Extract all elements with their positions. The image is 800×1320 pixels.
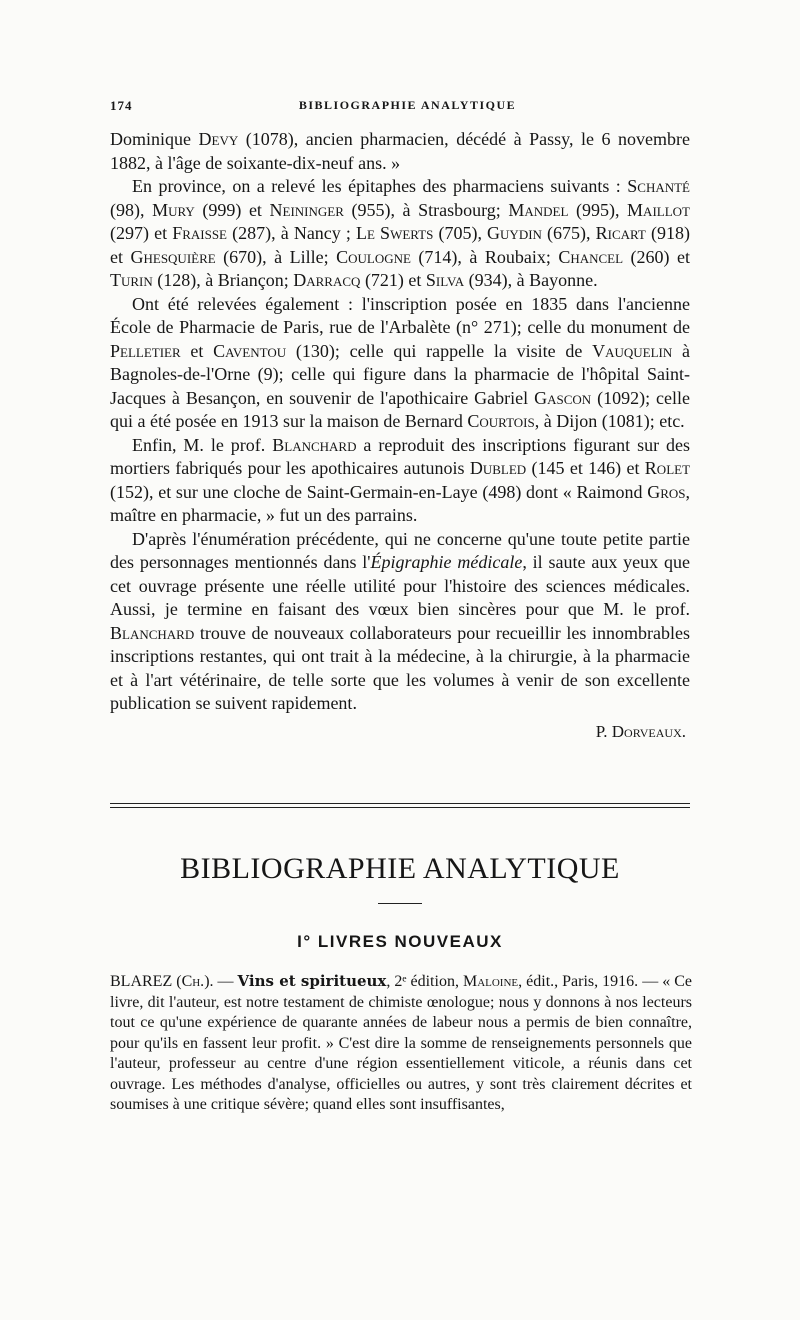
person-name: Vauquelin	[592, 340, 673, 361]
text-run: (721) et	[360, 270, 426, 290]
person-name: Le Swerts	[356, 223, 434, 243]
text-run: (130); celle qui rappelle la visite de	[286, 340, 593, 361]
person-name: Turin	[110, 270, 153, 290]
text-run: a reproduit des inscriptions figurant sur des mortiers fabriqués pour les apothicaires autunois	[110, 434, 690, 478]
person-name: Ghesquière	[130, 246, 216, 267]
text-run: Dominique	[110, 129, 199, 149]
text-run: En province, on a relevé les épitaphes des pharmaciens suivants :	[132, 176, 628, 196]
person-name: Gros	[647, 481, 686, 502]
text-run: (995),	[568, 199, 628, 220]
signature	[110, 720, 690, 744]
running-head	[110, 98, 705, 120]
italic-title: Épigraphie médicale	[370, 552, 523, 572]
signature-name: Dorveaux.	[611, 721, 686, 741]
person-name: Dubled	[469, 458, 527, 478]
review-entry	[110, 971, 692, 1116]
text-run: à Bagnoles-de-l'Orne (9); celle qui figure dans la pharmacie de l'hôpital Saint-Jacques à Besançon, en souvenir de l'apothicaire Gabriel	[110, 340, 690, 408]
text-run: (955), à Strasbourg;	[343, 199, 509, 220]
text-run: (934), à Bayonne.	[464, 270, 598, 290]
text-run: ). —	[204, 973, 238, 990]
text-run: (1078), ancien pharmacien, décédé à Passy, le 6 novembre 1882, à l'âge de soixante-dix-neuf ans. »	[110, 129, 690, 173]
short-divider	[378, 903, 422, 904]
person-name: Rolet	[644, 458, 691, 478]
text-run: , il saute aux yeux que cet ouvrage présente une réelle utilité pour l'histoire des sciences médicales. Aussi, je termine en faisant des vœux bien sincères pour que M. le prof.	[110, 552, 690, 619]
person-name: Darracq	[293, 270, 361, 290]
text-run: , 2ᵉ édition,	[386, 973, 463, 990]
text-run: D'après l'énumération précédente, qui ne concerne qu'une toute petite partie des personnages mentionnés dans l'	[110, 528, 690, 572]
text-run: (287), à Nancy ;	[227, 223, 357, 243]
text-run: (128), à Briançon;	[152, 270, 294, 290]
rule-top	[110, 803, 690, 804]
person-name: Courtois	[467, 411, 535, 431]
person-name: Blanchard	[110, 622, 195, 643]
text-run: (98),	[110, 199, 153, 220]
paragraph-5	[110, 528, 690, 716]
text-run: Enfin, M. le prof.	[132, 434, 273, 455]
person-name: Pelletier	[110, 340, 181, 361]
person-name: Coulogne	[336, 246, 411, 267]
article-body	[110, 128, 690, 743]
person-name: Gascon	[534, 387, 592, 408]
person-name: Silva	[425, 270, 465, 290]
paragraph-2	[110, 175, 690, 293]
text-run: (918) et	[110, 223, 690, 267]
person-name: Guydin	[487, 223, 542, 243]
text-run: , édit., Paris, 1916. — « Ce livre, dit l'auteur, est notre testament de chimiste œnologue; nous y donnons à nos lecteurs tout ce qu'une expérience de quarante années de labeur nous a permis de bien connaître, pour qu'ils en fassent leur profit. » C'est dire la somme de renseignements personnels que l'auteur, professeur au centre d'une région essentiellement viticole, a réunis dans cet ouvrage. Les méthodes d'analyse, officielles ou autres, y sont très clairement décrites et soumises à une critique sévère; quand elles sont insuffisantes,	[110, 973, 692, 1113]
person-name: Devy	[198, 129, 239, 149]
text-run: , maître en pharmacie, » fut un des parrains.	[110, 481, 690, 525]
double-rule	[110, 803, 690, 808]
text-run: (670), à Lille;	[215, 246, 337, 267]
person-name: Chancel	[558, 246, 624, 267]
person-name: Maillot	[627, 199, 690, 220]
person-name: Blanchard	[272, 434, 357, 455]
text-run: trouve de nouveaux collaborateurs pour recueillir les innombrables inscriptions restantes, qui ont trait à la médecine, à la chirurgie, à la pharmacie et à l'art vétérinaire, de telle sorte que les volumes à venir de son excellente publication se suivent rapidement.	[110, 622, 690, 713]
page-number: 174	[110, 98, 133, 113]
text-run: (145 et 146) et	[526, 458, 645, 478]
text-run: (999) et	[194, 199, 270, 220]
text-run: BLAREZ (	[110, 973, 182, 990]
person-name: Ch.	[181, 973, 205, 990]
person-name: Mandel	[508, 199, 569, 220]
paragraph-3	[110, 293, 690, 434]
text-run: (260) et	[623, 246, 690, 267]
text-run: Ont été relevées également : l'inscription posée en 1835 dans l'ancienne École de Pharmacie de Paris, rue de l'Arbalète (n° 271); celle du monument de	[110, 293, 690, 337]
rule-bottom	[110, 807, 690, 808]
text-run: (1092); celle qui a été posée en 1913 sur la maison de Bernard	[110, 387, 690, 431]
section-title: BIBLIOGRAPHIE ANALYTIQUE	[180, 852, 620, 885]
text-run: (675),	[541, 223, 596, 243]
person-name: Neininger	[269, 199, 344, 220]
text-run: et	[180, 340, 214, 361]
person-name: Mury	[152, 199, 195, 220]
person-name: Fraisse	[172, 223, 228, 243]
person-name: Caventou	[213, 340, 287, 361]
text-run: (297) et	[110, 223, 173, 243]
book-title: Vins et spiritueux	[237, 972, 387, 990]
text-run: (714), à Roubaix;	[410, 246, 559, 267]
person-name: Schanté	[627, 176, 690, 196]
paragraph-4	[110, 434, 690, 528]
text-run: (705),	[433, 223, 488, 243]
person-name: Ricart	[595, 223, 646, 243]
signature-initial: P.	[595, 721, 612, 741]
paragraph-1	[110, 128, 690, 175]
person-name: Maloine	[462, 973, 519, 990]
text-run: (152), et sur une cloche de Saint-Germain-en-Laye (498) dont « Raimond	[110, 481, 648, 502]
running-title: BIBLIOGRAPHIE ANALYTIQUE	[298, 98, 517, 112]
text-run: , à Dijon (1081); etc.	[534, 411, 685, 431]
review-text	[110, 971, 692, 1116]
subsection-title: I° LIVRES NOUVEAUX	[297, 932, 503, 951]
